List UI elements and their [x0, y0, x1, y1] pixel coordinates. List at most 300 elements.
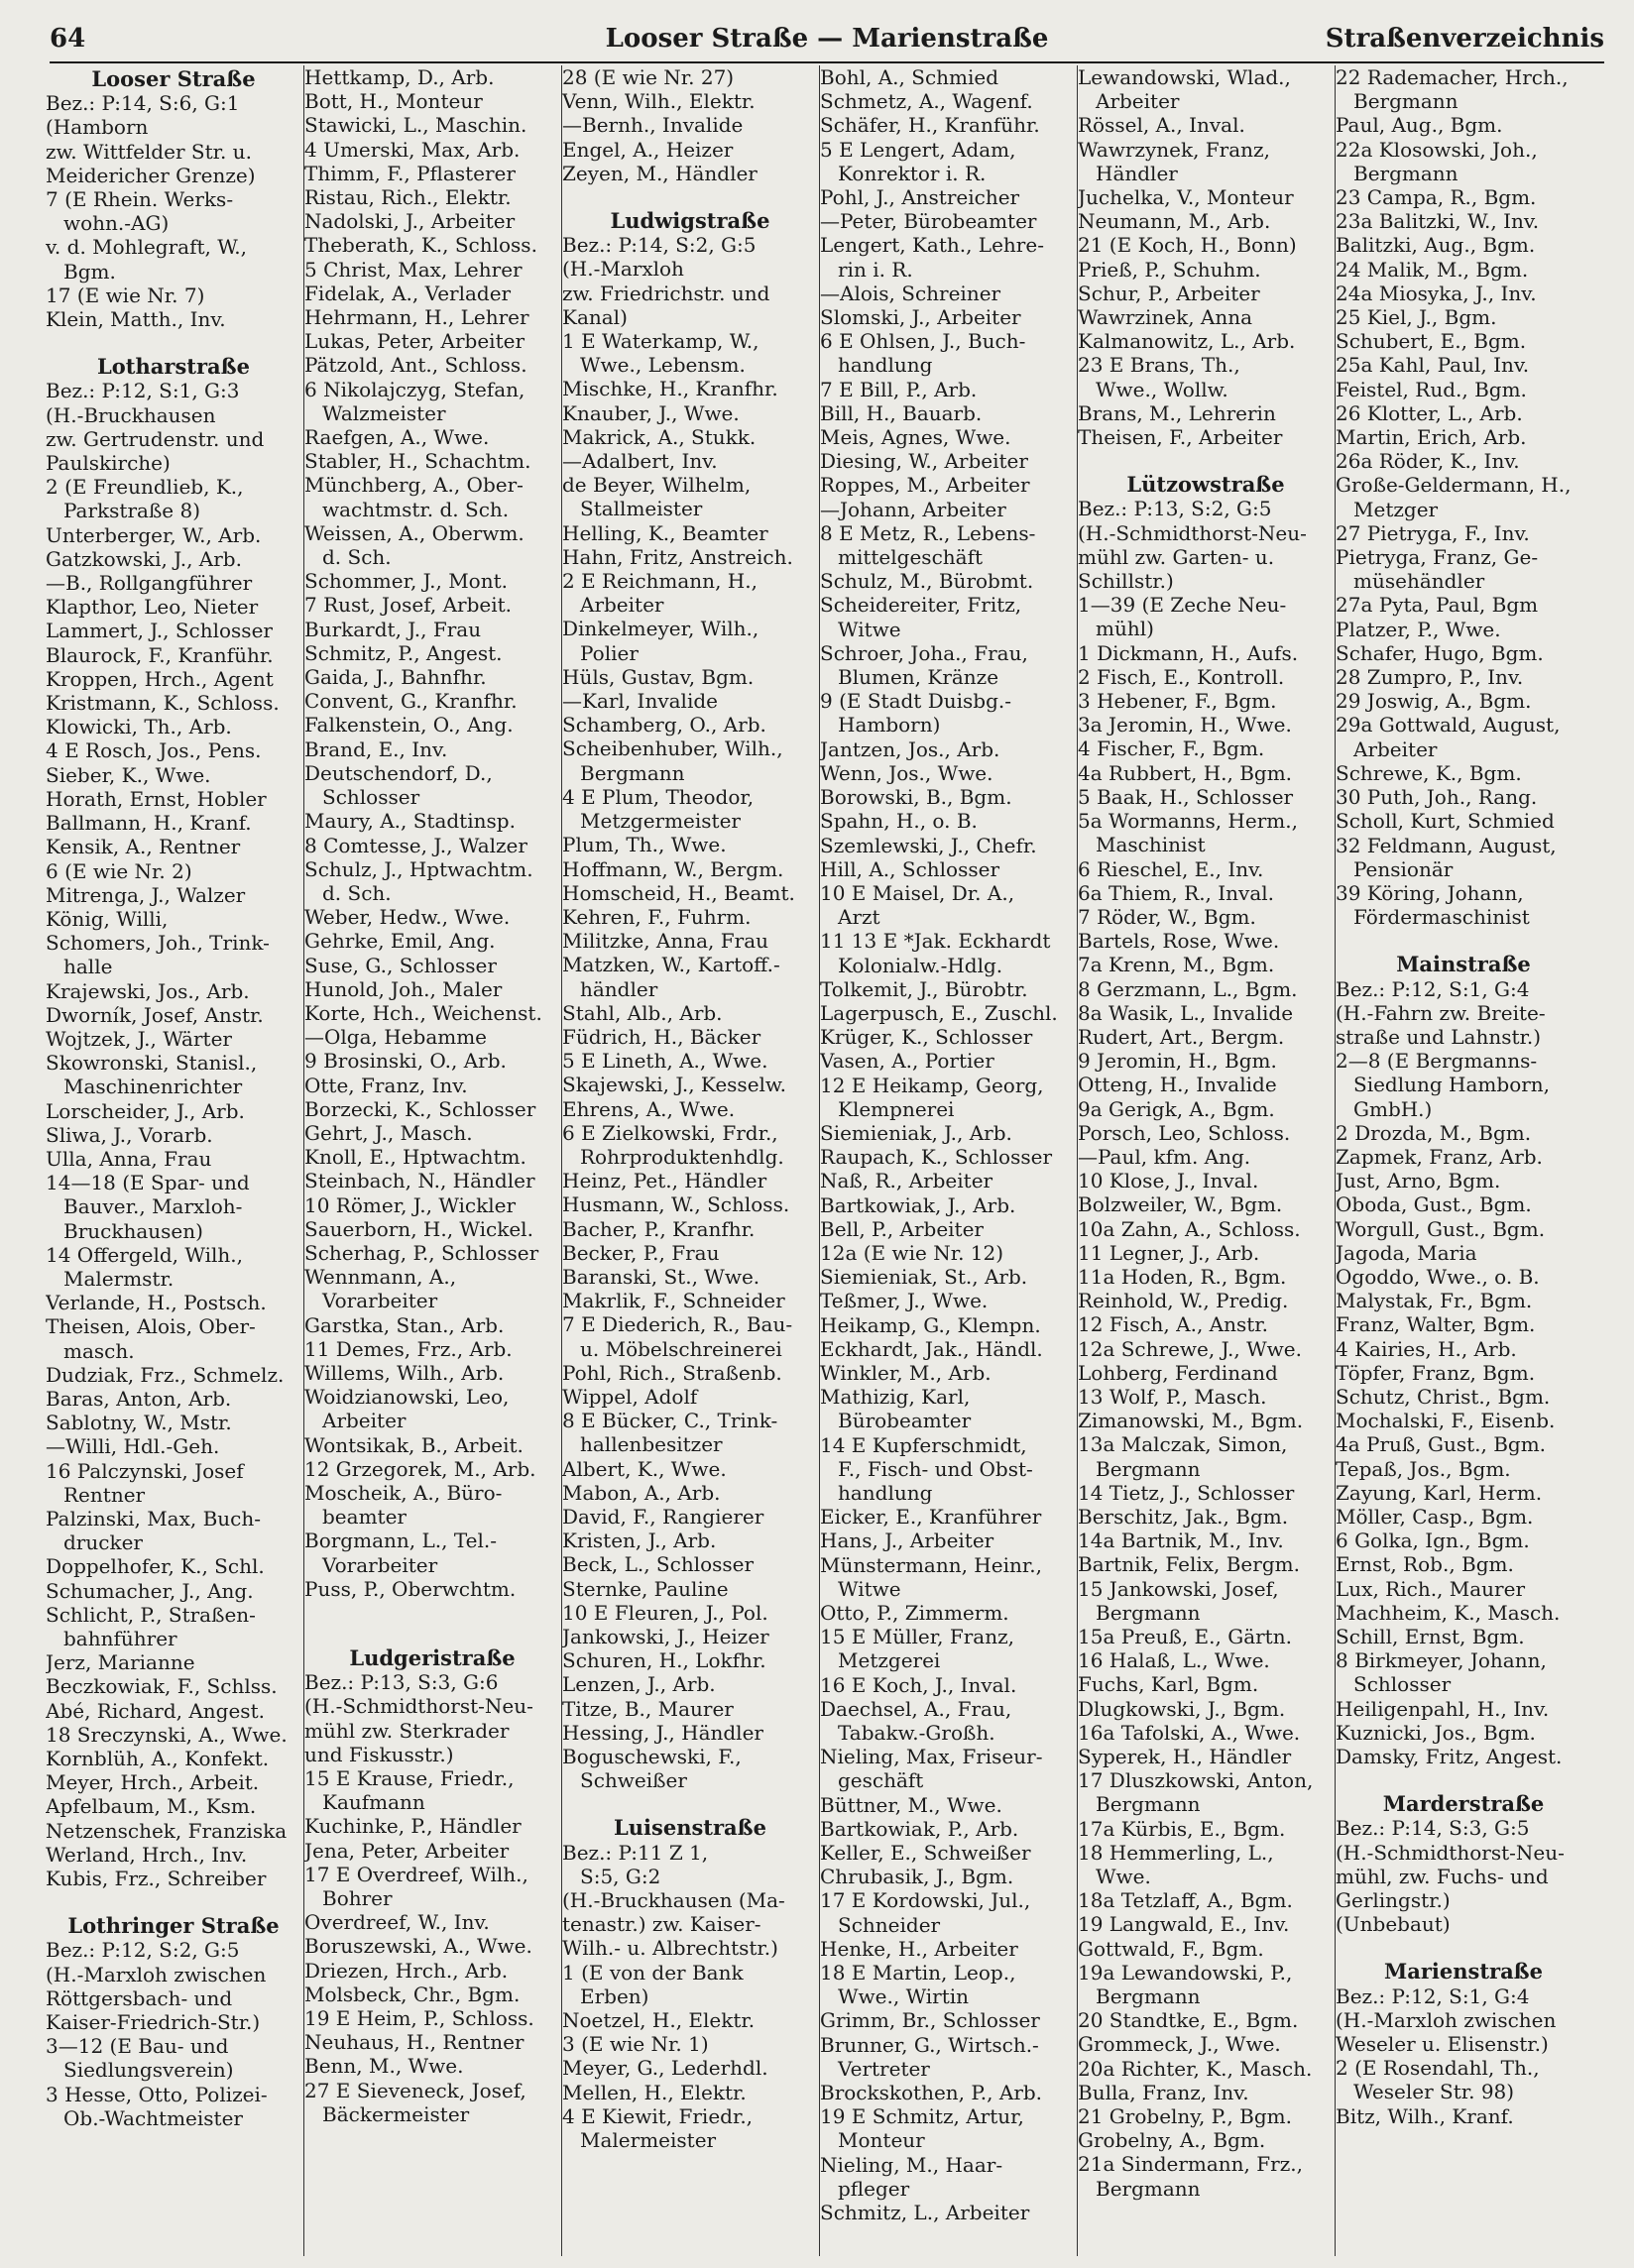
- directory-entry: Berschitz, Jak., Bgm.: [1078, 1504, 1289, 1529]
- directory-entry: Arbeiter: [580, 593, 664, 618]
- directory-entry: 2—8 (E Bergmanns-: [1336, 1049, 1538, 1074]
- directory-entry: Schroer, Joha., Frau,: [820, 640, 1028, 665]
- directory-entry: 8 Birkmeyer, Johann,: [1336, 1648, 1547, 1673]
- directory-entry: König, Willi,: [46, 906, 169, 931]
- directory-entry: Borgmann, L., Tel.-: [304, 1529, 497, 1553]
- directory-entry: 10a Zahn, A., Schloss.: [1078, 1216, 1301, 1241]
- directory-entry: Große-Geldermann, H.,: [1336, 473, 1572, 498]
- directory-entry: 15 Jankowski, Josef,: [1078, 1576, 1279, 1601]
- directory-entry: Chrubasik, J., Bgm.: [820, 1865, 1014, 1889]
- directory-entry: Bürobeamter: [838, 1409, 972, 1433]
- directory-entry: Vorarbeiter: [322, 1289, 438, 1313]
- directory-entry: Boruszewski, A., Wwe.: [304, 1934, 532, 1959]
- directory-entry: Weseler u. Elisenstr.): [1336, 2032, 1549, 2057]
- directory-entry: Szemlewski, J., Chefr.: [820, 833, 1037, 857]
- directory-entry: Wenn, Jos., Wwe.: [820, 760, 993, 785]
- directory-entry: Palzinski, Max, Buch-: [46, 1506, 262, 1531]
- directory-entry: zw. Gertrudenstr. und: [46, 426, 265, 451]
- directory-entry: Dworník, Josef, Anstr.: [46, 1002, 264, 1027]
- directory-entry: Wennmann, A.,: [304, 1265, 457, 1290]
- directory-entry: Slomski, J., Arbeiter: [820, 305, 1021, 330]
- section-title: Straßenverzeichnis: [1325, 24, 1604, 54]
- directory-entry: 1 Dickmann, H., Aufs.: [1078, 640, 1299, 665]
- directory-entry: Bartkowiak, J., Arb.: [820, 1192, 1016, 1217]
- directory-entry: 25 Kiel, J., Bgm.: [1336, 305, 1497, 330]
- directory-entry: 14—18 (E Spar- und: [46, 1171, 250, 1195]
- directory-entry: Lenzen, J., Arb.: [562, 1672, 716, 1697]
- directory-entry: Nadolski, J., Arbeiter: [304, 209, 516, 234]
- directory-entry: Malermeister: [580, 2128, 717, 2153]
- directory-entry: bahnführer: [63, 1627, 177, 1650]
- directory-entry: (H.-Fahrn zw. Breite-: [1336, 1000, 1546, 1025]
- directory-entry: Dudziak, Frz., Schmelz.: [46, 1362, 285, 1387]
- directory-entry: Jankowski, J., Heizer: [562, 1625, 769, 1648]
- directory-entry: und Fiskusstr.): [304, 1742, 454, 1766]
- directory-entry: —Bernh., Invalide: [562, 113, 744, 138]
- directory-entry: mühl zw. Sterkrader: [304, 1718, 510, 1743]
- directory-entry: Tepaß, Jos., Bgm.: [1336, 1456, 1511, 1481]
- directory-entry: Skowronski, Stanisl.,: [46, 1051, 258, 1076]
- directory-entry: Scheibenhuber, Wilh.,: [562, 737, 783, 761]
- directory-entry: Schubert, E., Bgm.: [1336, 329, 1527, 354]
- directory-entry: Borowski, B., Bgm.: [820, 785, 1012, 810]
- directory-entry: Paulskirche): [46, 451, 171, 476]
- directory-entry: Jerz, Marianne: [46, 1650, 195, 1675]
- directory-entry: v. d. Mohlegraft, W.,: [46, 235, 248, 260]
- directory-entry: Monteur: [838, 2128, 925, 2153]
- directory-entry: Prieß, P., Schuhm.: [1078, 257, 1261, 282]
- directory-entry: 18a Tetzlaff, A., Bgm.: [1078, 1888, 1293, 1913]
- directory-entry: 5a Wormanns, Herm.,: [1078, 809, 1298, 834]
- directory-entry: Makrlik, F., Schneider: [562, 1289, 785, 1313]
- directory-entry: Fuchs, Karl, Bgm.: [1078, 1672, 1259, 1697]
- directory-entry: Hill, A., Schlosser: [820, 856, 1000, 881]
- directory-entry: zw. Friedrichstr. und: [562, 281, 770, 305]
- directory-entry: Lukas, Peter, Arbeiter: [304, 329, 525, 354]
- directory-entry: 9a Gerigk, A., Bgm.: [1078, 1096, 1275, 1121]
- directory-entry: 17 E Kordowski, Jul.,: [820, 1888, 1031, 1913]
- directory-entry: Bergmann: [1096, 1456, 1201, 1481]
- directory-entry: 1 (E von der Bank: [562, 1960, 744, 1984]
- directory-entry: (H.-Marxloh zwischen: [46, 1962, 267, 1986]
- directory-entry: 11 Legner, J., Arb.: [1078, 1240, 1260, 1265]
- spacer: [1336, 1936, 1591, 1958]
- directory-entry: (H.-Bruckhausen: [46, 402, 216, 427]
- directory-entry: Schmitz, L., Arbeiter: [820, 2201, 1030, 2225]
- directory-entry: mühl, zw. Fuchs- und: [1336, 1864, 1549, 1888]
- directory-entry: (H.-Schmidthorst-Neu-: [304, 1694, 533, 1719]
- directory-entry: mittelgeschäft: [838, 545, 984, 570]
- page-number: 64: [50, 24, 86, 54]
- directory-entry: Henke, H., Arbeiter: [820, 1936, 1018, 1961]
- spacer: [46, 1890, 301, 1912]
- directory-entry: Nieling, M., Haar-: [820, 2152, 1003, 2177]
- directory-entry: Bergmann: [1353, 89, 1459, 114]
- page-header: [50, 18, 1604, 63]
- directory-entry: Münstermann, Heinr.,: [820, 1552, 1042, 1577]
- directory-entry: Wawrzinek, Anna: [1078, 305, 1253, 330]
- directory-entry: 18 Hemmerling, L.,: [1078, 1840, 1274, 1865]
- directory-entry: Platzer, P., Wwe.: [1336, 617, 1501, 641]
- directory-entry: 6 E Ohlsen, J., Buch-: [820, 329, 1026, 354]
- directory-entry: Arbeiter: [1353, 737, 1438, 761]
- street-heading: Marderstraße: [1382, 1792, 1545, 1817]
- directory-entry: Kristmann, K., Schloss.: [46, 691, 280, 716]
- directory-entry: 4 Fischer, F., Bgm.: [1078, 737, 1265, 761]
- directory-entry: Hans, J., Arbeiter: [820, 1529, 994, 1553]
- directory-entry: —B., Rollgangführer: [46, 571, 253, 596]
- directory-entry: Sternke, Pauline: [562, 1576, 729, 1601]
- directory-entry: Porsch, Leo, Schloss.: [1078, 1120, 1291, 1145]
- column-4: [819, 65, 1076, 2256]
- directory-entry: Wwe.: [1096, 1865, 1151, 1889]
- directory-entry: Hunold, Joh., Maler: [304, 976, 503, 1001]
- directory-entry: wohn.-AG): [63, 211, 170, 236]
- directory-entry: 19 E Schmitz, Artur,: [820, 2104, 1024, 2129]
- directory-entry: Zimanowski, M., Bgm.: [1078, 1409, 1304, 1433]
- directory-entry: Winkler, M., Arb.: [820, 1360, 992, 1385]
- directory-entry: Makrick, A., Stukk.: [562, 424, 757, 449]
- directory-entry: Schutz, Christ., Bgm.: [1336, 1384, 1551, 1409]
- directory-entry: 17 E Overdreef, Wilh.,: [304, 1862, 528, 1886]
- directory-entry: Klowicki, Th., Arb.: [46, 715, 232, 739]
- directory-entry: Steinbach, N., Händler: [304, 1169, 535, 1193]
- directory-entry: Garstka, Stan., Arb.: [304, 1312, 505, 1337]
- directory-entry: 7 E Bill, P., Arb.: [820, 377, 978, 401]
- directory-entry: Brunner, G., Wirtsch.-: [820, 2032, 1039, 2057]
- directory-entry: 22 Rademacher, Hrch.,: [1336, 65, 1569, 89]
- directory-entry: Wwe., Lebensm.: [580, 353, 746, 378]
- directory-entry: Gottwald, F., Bgm.: [1078, 1936, 1264, 1961]
- directory-entry: Zapmek, Franz, Arb.: [1336, 1144, 1543, 1169]
- directory-entry: Rohrproduktenhdlg.: [580, 1144, 784, 1169]
- directory-entry: 13 Wolf, P., Masch.: [1078, 1384, 1267, 1409]
- directory-entry: 29a Gottwald, August,: [1336, 713, 1561, 737]
- directory-entry: Boguschewski, F.,: [562, 1745, 742, 1769]
- directory-entry: 10 Klose, J., Inval.: [1078, 1169, 1259, 1193]
- directory-entry: Gaida, J., Bahnfhr.: [304, 665, 487, 690]
- directory-entry: 20a Richter, K., Masch.: [1078, 2056, 1313, 2081]
- directory-entry: Kaiser-Friedrich-Str.): [46, 2010, 261, 2035]
- directory-entry: Bäckermeister: [322, 2101, 470, 2126]
- street-heading: Looser Straße: [91, 67, 256, 91]
- directory-entry: Deutschendorf, D.,: [304, 760, 493, 785]
- column-5: [1077, 65, 1334, 2256]
- directory-entry: Töpfer, Franz, Bgm.: [1336, 1360, 1536, 1385]
- directory-entry: Kristen, J., Arb.: [562, 1529, 717, 1553]
- directory-entry: 25a Kahl, Paul, Inv.: [1336, 353, 1530, 378]
- directory-entry: Siedlungsverein): [63, 2058, 234, 2083]
- column-1: [46, 65, 301, 2256]
- directory-entry: Scholl, Kurt, Schmied: [1336, 809, 1555, 834]
- directory-entry: Bez.: P:14, S:3, G:5: [1336, 1816, 1530, 1841]
- directory-entry: 16 E Koch, J., Inval.: [820, 1672, 1017, 1697]
- directory-entry: Raupach, K., Schlosser: [820, 1145, 1053, 1170]
- directory-entry: Schlicht, P., Straßen-: [46, 1602, 256, 1627]
- directory-entry: Stallmeister: [580, 497, 703, 521]
- directory-entry: 27 E Sieveneck, Josef,: [304, 2078, 526, 2102]
- directory-entry: Ob.-Wachtmeister: [63, 2105, 243, 2130]
- directory-entry: 30 Puth, Joh., Rang.: [1336, 785, 1538, 810]
- directory-entry: Beczkowiak, F., Schlss.: [46, 1674, 278, 1699]
- directory-entry: 7 Rust, Josef, Arbeit.: [304, 593, 513, 618]
- directory-entry: Kaufmann: [322, 1790, 425, 1815]
- directory-entry: —Johann, Arbeiter: [820, 497, 1006, 521]
- directory-entry: 7a Krenn, M., Bgm.: [1078, 953, 1275, 977]
- directory-entry: Jena, Peter, Arbeiter: [304, 1838, 510, 1863]
- directory-entry: 12 E Heikamp, Georg,: [820, 1073, 1044, 1097]
- street-heading: Ludwigstraße: [610, 209, 770, 234]
- directory-entry: Mathizig, Karl,: [820, 1385, 971, 1410]
- directory-entry: 21 (E Koch, H., Bonn): [1078, 233, 1297, 258]
- directory-entry: Arzt: [838, 905, 880, 930]
- directory-entry: 5 E Lineth, A., Wwe.: [562, 1049, 768, 1074]
- directory-entry: Vorarbeiter: [322, 1552, 438, 1577]
- directory-entry: —Paul, kfm. Ang.: [1078, 1144, 1251, 1169]
- directory-entry: 6 E Zielkowski, Frdr.,: [562, 1120, 778, 1145]
- directory-entry: Bergmann: [1353, 161, 1459, 185]
- directory-entry: Lohberg, Ferdinand: [1078, 1360, 1278, 1385]
- directory-entry: 4 E Kiewit, Friedr.,: [562, 2103, 754, 2128]
- directory-entry: Witwe: [838, 1576, 901, 1601]
- directory-entry: Arbeiter: [1096, 89, 1180, 114]
- directory-entry: 8 E Metz, R., Lebens-: [820, 520, 1036, 545]
- directory-entry: Bill, H., Bauarb.: [820, 400, 983, 425]
- directory-entry: Blaurock, F., Kranführ.: [46, 642, 274, 667]
- directory-entry: Schulz, M., Bürobmt.: [820, 569, 1034, 594]
- directory-entry: 10 E Maisel, Dr. A.,: [820, 880, 1015, 905]
- directory-entry: Bergmann: [580, 760, 685, 785]
- directory-entry: Schlosser: [322, 785, 420, 810]
- directory-entry: d. Sch.: [322, 880, 392, 905]
- directory-entry: Röttgersbach- und: [46, 1985, 233, 2010]
- spacer: [46, 331, 301, 353]
- directory-entry: 4 Kairies, H., Arb.: [1336, 1336, 1517, 1361]
- directory-entry: 7 E Diederich, R., Bau-: [562, 1312, 793, 1337]
- directory-entry: 4a Rubbert, H., Bgm.: [1078, 760, 1293, 785]
- directory-entry: 17 Dluszkowski, Anton,: [1078, 1768, 1314, 1793]
- directory-entry: 7 Röder, W., Bgm.: [1078, 904, 1256, 929]
- directory-entry: 6 Nikolajczyg, Stefan,: [304, 377, 525, 401]
- directory-entry: 5 Baak, H., Schlosser: [1078, 784, 1294, 809]
- directory-entry: 17a Kürbis, E., Bgm.: [1078, 1816, 1286, 1841]
- directory-entry: 2 (E Freundlieb, K.,: [46, 475, 244, 500]
- directory-entry: Stabler, H., Schachtm.: [304, 449, 531, 474]
- directory-entry: Schulz, J., Hptwachtm.: [304, 856, 533, 881]
- directory-entry: Klein, Matth., Inv.: [46, 307, 226, 332]
- directory-entry: Rentner: [63, 1482, 146, 1507]
- directory-entry: Lagerpusch, E., Zuschl.: [820, 1000, 1058, 1025]
- directory-entry: Militzke, Anna, Frau: [562, 929, 768, 954]
- directory-entry: Lammert, J., Schlosser: [46, 619, 273, 643]
- directory-entry: Bitz, Wilh., Kranf.: [1336, 2103, 1514, 2128]
- directory-entry: Eckhardt, Jak., Händl.: [820, 1336, 1043, 1361]
- directory-entry: 14 E Kupferschmidt,: [820, 1432, 1027, 1457]
- directory-entry: Noetzel, H., Elektr.: [562, 2008, 756, 2033]
- directory-entry: mühl): [1096, 617, 1154, 641]
- directory-entry: GmbH.): [1353, 1096, 1433, 1121]
- directory-entry: de Beyer, Wilhelm,: [562, 473, 752, 498]
- directory-entry: Otto, P., Zimmerm.: [820, 1601, 1009, 1625]
- directory-entry: Mochalski, F., Eisenb.: [1336, 1409, 1556, 1433]
- directory-entry: 19a Lewandowski, P.,: [1078, 1960, 1293, 1984]
- directory-entry: Hahn, Fritz, Anstreich.: [562, 544, 793, 569]
- directory-entry: Verlande, H., Postsch.: [46, 1291, 267, 1315]
- directory-entry: 4 E Rosch, Jos., Pens.: [46, 738, 262, 763]
- directory-entry: Knauber, J., Wwe.: [562, 400, 740, 425]
- directory-entry: Kolonialw.-Hdlg.: [838, 953, 1003, 977]
- directory-entry: Mitrenga, J., Walzer: [46, 882, 246, 907]
- directory-entry: Münchberg, A., Ober-: [304, 473, 524, 498]
- directory-entry: Bez.: P:12, S:1, G:3: [46, 379, 240, 403]
- directory-entry: 10 Römer, J., Wickler: [304, 1192, 517, 1217]
- directory-entry: Vasen, A., Portier: [820, 1049, 994, 1074]
- directory-entry: Oboda, Gust., Bgm.: [1336, 1192, 1532, 1217]
- directory-entry: 28 Zumpro, P., Inv.: [1336, 665, 1524, 690]
- directory-entry: Zayung, Karl, Herm.: [1336, 1480, 1543, 1505]
- directory-entry: Malermstr.: [63, 1266, 175, 1291]
- directory-entry: 5 E Lengert, Adam,: [820, 137, 1016, 162]
- directory-entry: Kalmanowitz, L., Arb.: [1078, 329, 1296, 354]
- directory-entry: Gerlingstr.): [1336, 1888, 1451, 1913]
- directory-entry: 13a Malczak, Simon,: [1078, 1432, 1288, 1457]
- street-heading: Ludgeristraße: [349, 1646, 516, 1670]
- directory-entry: Sablotny, W., Mstr.: [46, 1411, 232, 1435]
- directory-entry: Ogoddo, Wwe., o. B.: [1336, 1264, 1540, 1289]
- directory-entry: Bolzweiler, W., Bgm.: [1078, 1192, 1283, 1217]
- directory-entry: Maschinenrichter: [63, 1075, 243, 1099]
- directory-entry: Blumen, Kränze: [838, 665, 999, 690]
- directory-entry: Dlugkowski, J., Bgm.: [1078, 1696, 1286, 1721]
- directory-entry: u. Möbelschreinerei: [580, 1336, 782, 1361]
- directory-entry: 10 E Fleuren, J., Pol.: [562, 1600, 768, 1625]
- directory-entry: Becker, P., Frau: [562, 1240, 720, 1265]
- directory-entry: Vertreter: [838, 2056, 930, 2081]
- directory-entry: 23 E Brans, Th.,: [1078, 353, 1240, 378]
- directory-entry: Driezen, Hrch., Arb.: [304, 1958, 509, 1983]
- directory-entry: 6 Golka, Ign., Bgm.: [1336, 1529, 1530, 1553]
- directory-entry: Kuchinke, P., Händler: [304, 1814, 522, 1839]
- directory-entry: Otteng, H., Invalide: [1078, 1073, 1277, 1097]
- directory-entry: Syperek, H., Händler: [1078, 1745, 1292, 1769]
- directory-entry: Parkstraße 8): [63, 499, 201, 523]
- directory-entry: 4a Pruß, Gust., Bgm.: [1336, 1432, 1547, 1457]
- directory-entry: Heiligenpahl, H., Inv.: [1336, 1696, 1550, 1721]
- directory-entry: Bez.: P:13, S:2, G:5: [1078, 497, 1272, 521]
- directory-entry: rin i. R.: [838, 257, 913, 282]
- directory-entry: Meidericher Grenze): [46, 163, 256, 187]
- directory-entry: 27 Pietryga, F., Inv.: [1336, 520, 1530, 545]
- directory-entry: Neuhaus, H., Rentner: [304, 2030, 525, 2055]
- directory-entry: Kehren, F., Fuhrm.: [562, 904, 752, 929]
- directory-entry: —Karl, Invalide: [562, 689, 718, 714]
- directory-entry: Schäfer, H., Kranführ.: [820, 113, 1040, 138]
- directory-entry: Balitzki, Aug., Bgm.: [1336, 233, 1536, 258]
- directory-entry: Kanal): [562, 304, 628, 329]
- directory-entry: Händler: [1096, 161, 1178, 185]
- directory-entry: Walzmeister: [322, 400, 446, 425]
- directory-entry: Schrewe, K., Bgm.: [1336, 760, 1522, 785]
- directory-entry: Thimm, F., Pflasterer: [304, 161, 516, 185]
- directory-entry: Schomers, Joh., Trink-: [46, 931, 270, 956]
- directory-entry: Heikamp, G., Klempn.: [820, 1312, 1041, 1337]
- directory-entry: 29 Joswig, A., Bgm.: [1336, 689, 1532, 714]
- directory-entry: Bez.: P:13, S:3, G:6: [304, 1670, 499, 1695]
- directory-entry: Bergmann: [1096, 1792, 1201, 1817]
- directory-entry: 6a Thiem, R., Inval.: [1078, 880, 1275, 905]
- directory-entry: Sieber, K., Wwe.: [46, 762, 211, 787]
- directory-entry: Just, Arno, Bgm.: [1336, 1169, 1501, 1193]
- directory-entry: Schmitz, P., Angest.: [304, 640, 503, 665]
- directory-entry: Meyer, G., Lederhdl.: [562, 2056, 768, 2081]
- directory-entry: Benn, M., Wwe.: [304, 2054, 464, 2079]
- directory-entry: Husmann, W., Schloss.: [562, 1192, 790, 1217]
- directory-entry: Bauver., Marxloh-: [63, 1194, 243, 1219]
- directory-entry: Kubis, Frz., Schreiber: [46, 1867, 267, 1891]
- directory-entry: Brand, E., Inv.: [304, 737, 448, 761]
- directory-entry: Bergmann: [1096, 2176, 1201, 2201]
- directory-entry: Naß, R., Arbeiter: [820, 1169, 993, 1193]
- directory-entry: Stahl, Alb., Arb.: [562, 1000, 723, 1025]
- directory-entry: Arbeiter: [322, 1409, 407, 1433]
- directory-entry: Convent, G., Kranfhr.: [304, 689, 518, 714]
- directory-entry: beamter: [322, 1505, 407, 1530]
- directory-entry: 11 13 E *Jak. Eckhardt: [820, 929, 1051, 954]
- directory-entry: Paul, Aug., Bgm.: [1336, 113, 1503, 138]
- directory-entry: Bergmann: [1096, 1984, 1201, 2009]
- directory-entry: 18 Sreczynski, A., Wwe.: [46, 1722, 288, 1747]
- directory-entry: (H.-Marxloh zwischen: [1336, 2007, 1557, 2032]
- directory-entry: 4 E Plum, Theodor,: [562, 784, 755, 809]
- directory-entry: (H.-Schmidthorst-Neu-: [1078, 520, 1307, 545]
- directory-entry: Fördermaschinist: [1353, 905, 1530, 930]
- directory-entry: (Hamborn: [46, 115, 149, 140]
- directory-entry: Brockskothen, P., Arb.: [820, 2081, 1043, 2105]
- directory-entry: Plum, Th., Wwe.: [562, 833, 727, 857]
- directory-entry: Albert, K., Wwe.: [562, 1456, 727, 1481]
- directory-entry: 19 E Heim, P., Schloss.: [304, 2006, 534, 2031]
- directory-entry: Pätzold, Ant., Schloss.: [304, 353, 527, 378]
- directory-entry: Tolkemit, J., Bürobtr.: [820, 976, 1028, 1001]
- directory-entry: Theisen, Alois, Ober-: [46, 1314, 256, 1339]
- directory-entry: Klempnerei: [838, 1096, 955, 1121]
- directory-entry: Sliwa, J., Vorarb.: [46, 1122, 213, 1147]
- directory-entry: 27a Pyta, Paul, Bgm: [1336, 593, 1539, 618]
- directory-entry: 26a Röder, K., Inv.: [1336, 449, 1520, 474]
- directory-entry: Schlosser: [1353, 1672, 1452, 1697]
- directory-entry: 23 Campa, R., Bgm.: [1336, 185, 1537, 210]
- directory-entry: Wwe., Wollw.: [1096, 377, 1228, 401]
- directory-entry: 26 Klotter, L., Arb.: [1336, 400, 1523, 425]
- directory-entry: Jantzen, Jos., Arb.: [820, 737, 1000, 761]
- directory-entry: Titze, B., Maurer: [562, 1696, 734, 1721]
- directory-entry: Meyer, Hrch., Arbeit.: [46, 1770, 260, 1795]
- directory-entry: Hüls, Gustav, Bgm.: [562, 664, 755, 689]
- directory-entry: Teßmer, J., Wwe.: [820, 1289, 989, 1313]
- directory-entry: Kornblüh, A., Konfekt.: [46, 1747, 270, 1771]
- directory-entry: 3 Hesse, Otto, Polizei-: [46, 2082, 268, 2106]
- directory-entry: 8a Wasik, L., Invalide: [1078, 1000, 1294, 1025]
- directory-entry: 24a Miosyka, J., Inv.: [1336, 281, 1537, 305]
- directory-entry: Hamborn): [838, 713, 941, 737]
- directory-entry: 39 Köring, Johann,: [1336, 880, 1524, 905]
- directory-entry: 14a Bartnik, M., Inv.: [1078, 1529, 1284, 1553]
- directory-entry: Neumann, M., Arb.: [1078, 209, 1271, 234]
- directory-entry: 22a Klosowski, Joh.,: [1336, 137, 1538, 162]
- directory-entry: 14 Tietz, J., Schlosser: [1078, 1480, 1295, 1505]
- directory-entry: Gatzkowski, J., Arb.: [46, 546, 242, 571]
- directory-entry: Grommeck, J., Wwe.: [1078, 2032, 1281, 2057]
